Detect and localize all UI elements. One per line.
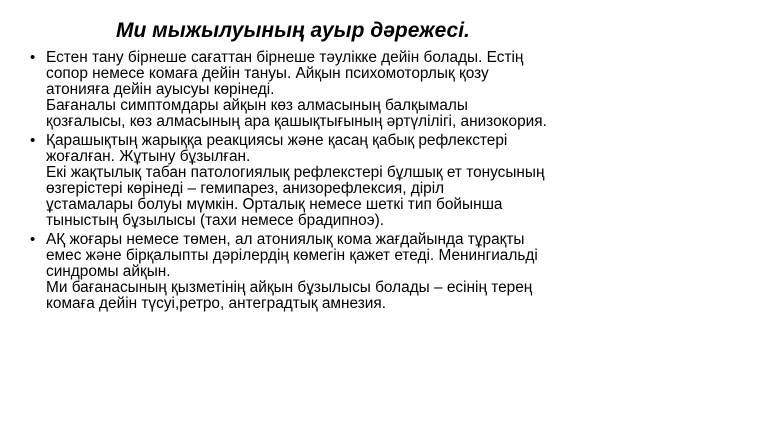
text-line: өзгерістері көрінеді – гемипарез, анизорефлексия, діріл	[46, 180, 445, 197]
text-line: синдромы айқын.	[46, 263, 171, 280]
bullet-icon: •	[30, 231, 36, 248]
bullet-list	[30, 50, 746, 315]
text-line: Екі жақтылық табан патологиялық рефлекстері бұлшық ет тонусының	[46, 164, 545, 181]
text-line: АҚ жоғары немесе төмен, ал атониялық кома жағдайында тұрақты	[46, 231, 525, 248]
text-line: атонияға дейін ауысуы көрінеді.	[46, 81, 275, 98]
slide-title: Ми мыжылуының ауыр дәрежесі.	[116, 19, 470, 42]
text-line: емес және бірқалыпты дәрілердің көмегін қажет етеді. Менингиальді	[46, 247, 538, 264]
bullet-item	[30, 232, 746, 312]
text-line: тыныстың бұзылысы (тахи немесе брадипноэ).	[46, 212, 384, 229]
text-line: комаға дейін түсуі,ретро, антеградтық амнезия.	[46, 295, 386, 312]
text-line: сопор немесе комаға дейін тануы. Айқын психомоторлық қозу	[46, 65, 489, 82]
bullet-icon: •	[30, 132, 36, 149]
text-line: жоғалған. Жұтыну бұзылған.	[46, 148, 251, 165]
text-line: ұстамалары болуы мүмкін. Орталық немесе шеткі тип бойынша	[46, 196, 503, 213]
text-line: Қарашықтың жарыққа реакциясы және қасаң қабық рефлекстері	[46, 132, 508, 149]
bullet-icon: •	[30, 49, 36, 66]
bullet-item	[30, 50, 746, 130]
text-line: Естен тану бірнеше сағаттан бірнеше тәулікке дейін болады. Естің	[46, 49, 524, 66]
text-line: қозғалысы, көз алмасының ара қашықтығының әртүлілігі, анизокория.	[46, 113, 547, 130]
text-line: Ми бағанасының қызметінің айқын бұзылысы болады – есінің терең	[46, 279, 533, 296]
text-line: Бағаналы симптомдары айқын көз алмасының балқымалы	[46, 97, 468, 114]
bullet-item	[30, 133, 746, 229]
